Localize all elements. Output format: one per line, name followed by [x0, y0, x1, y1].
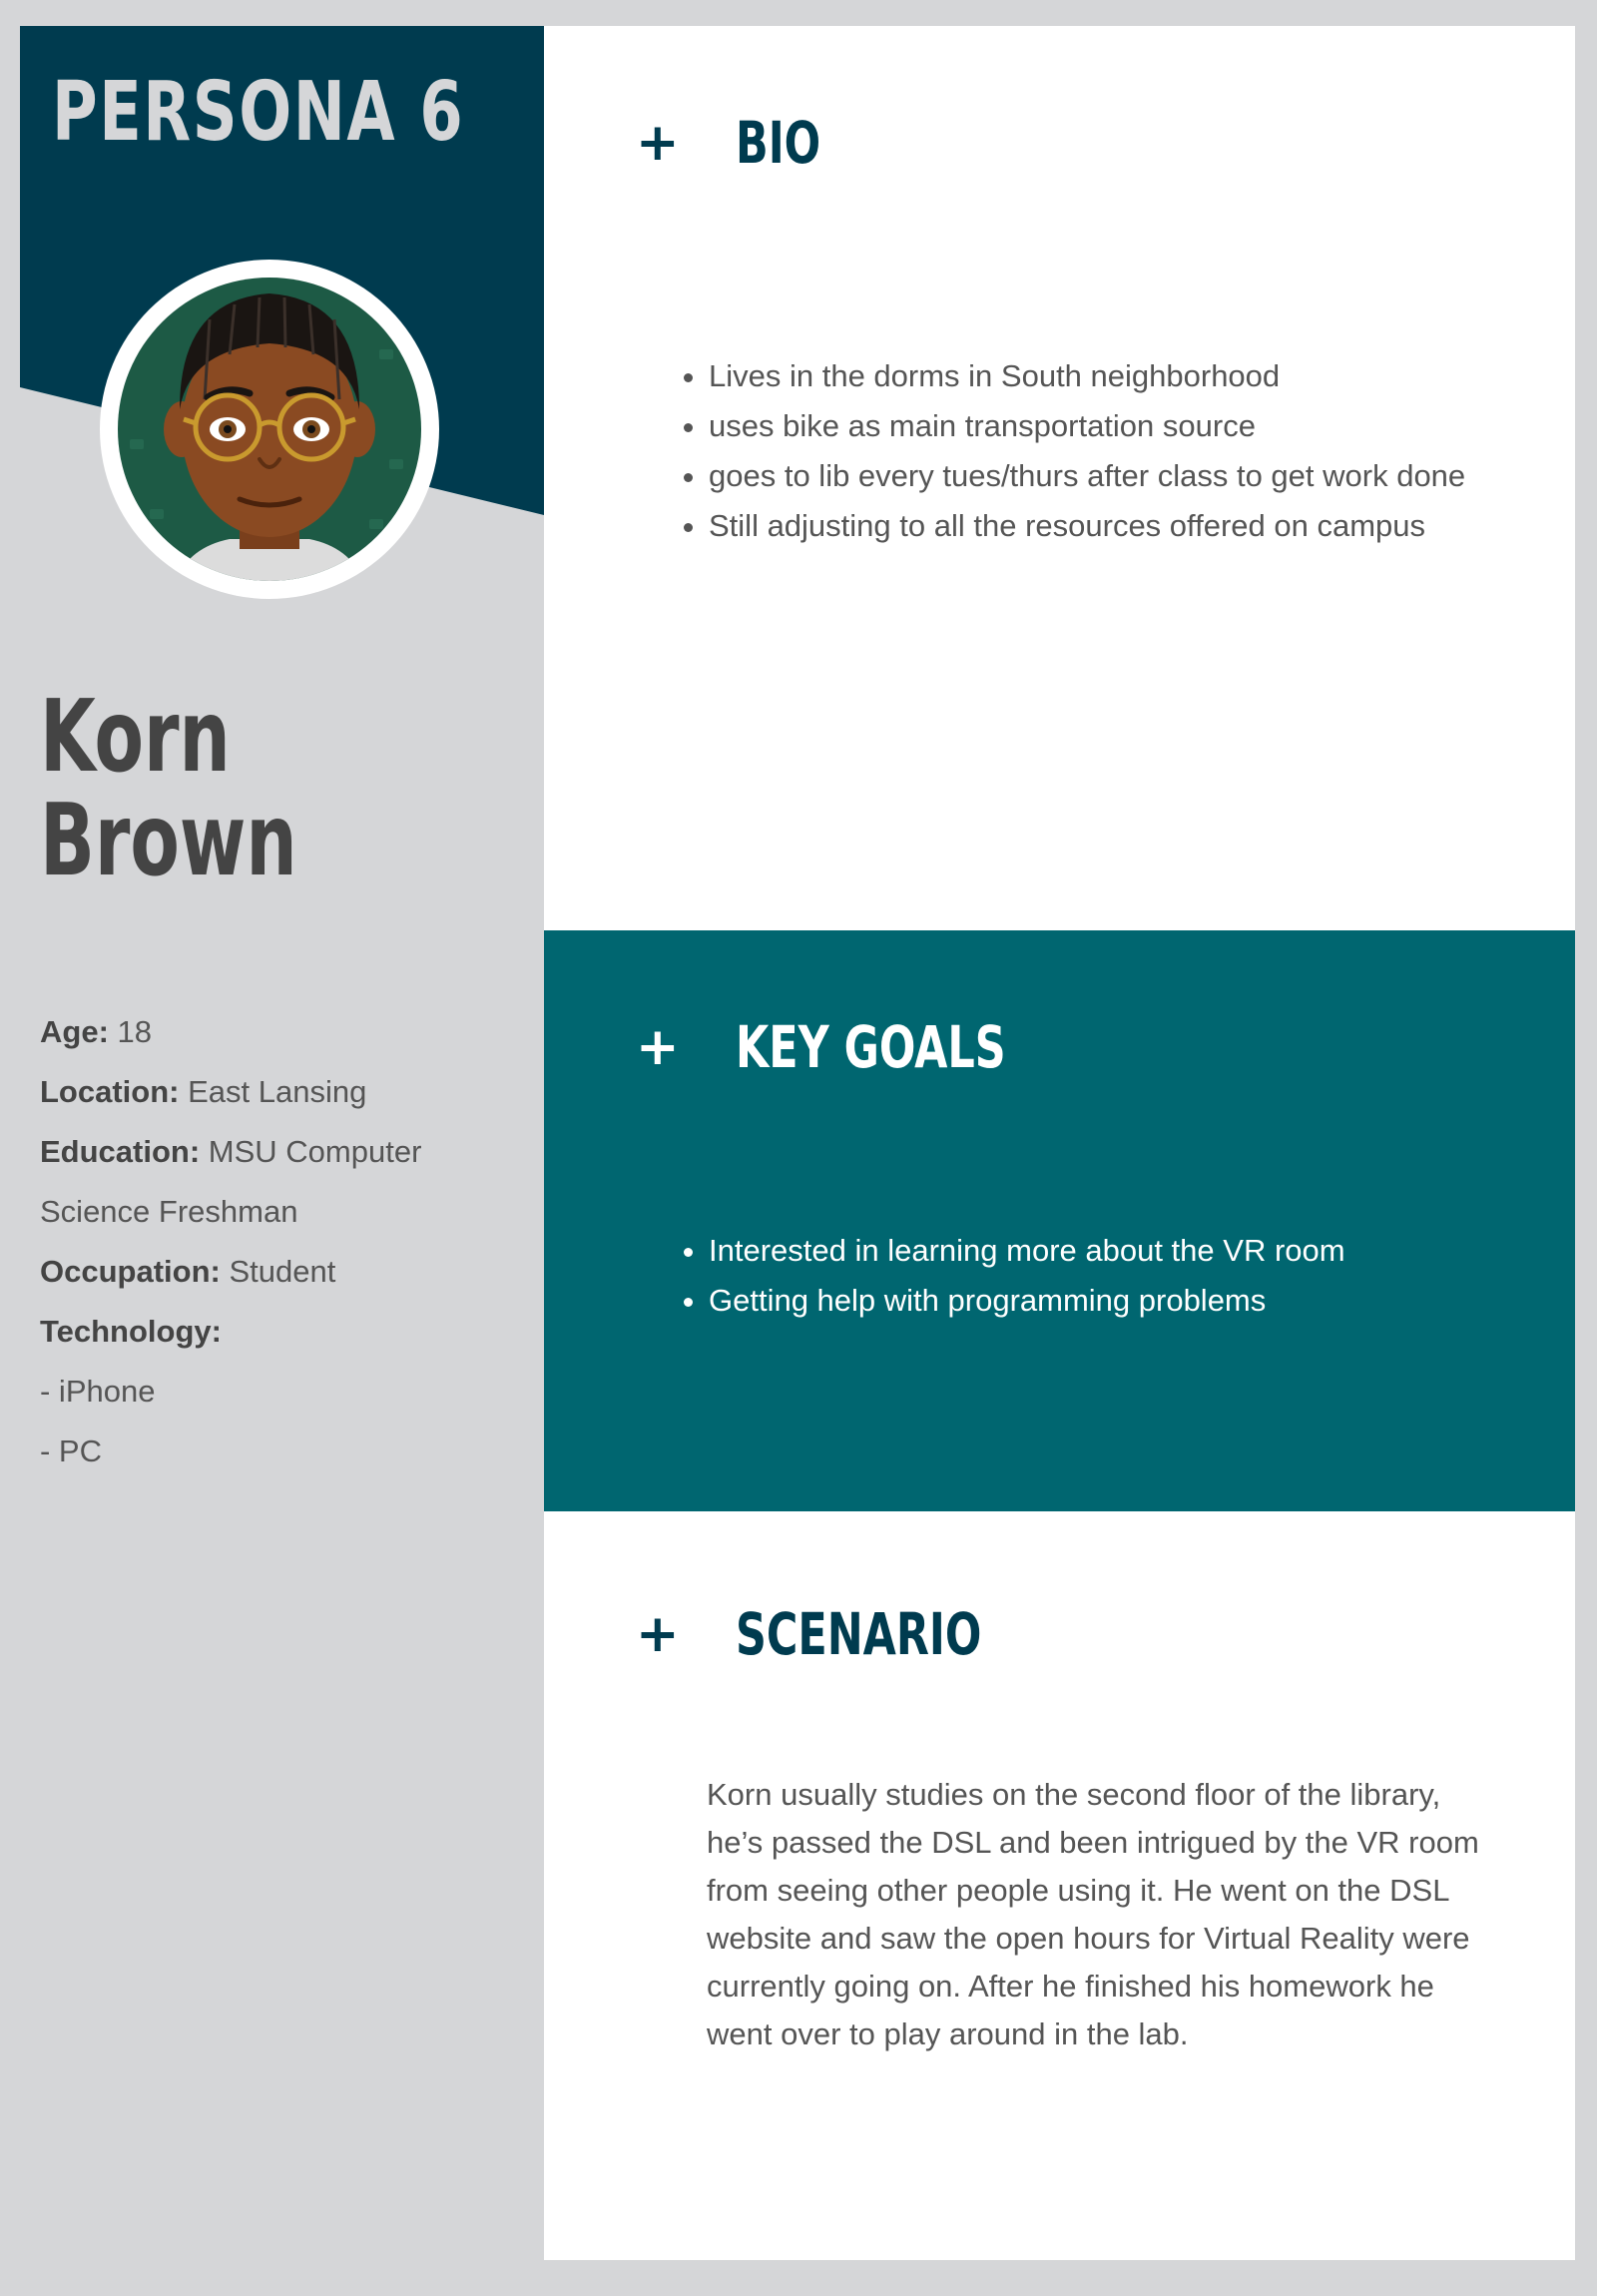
last-name: Brown [40, 782, 297, 898]
education-row-continued [40, 1182, 509, 1242]
occupation-value: Student [229, 1254, 336, 1289]
key-goals-header [636, 1013, 1101, 1081]
avatar-icon [100, 260, 439, 599]
technology-item: - iPhone [40, 1374, 156, 1409]
persona-sidebar [20, 26, 544, 2260]
key-goals-title: KEY GOALS [736, 1013, 1006, 1081]
first-name: Korn [40, 678, 231, 795]
list-item: • Lives in the dorms in South neighborhood [709, 351, 1467, 401]
education-row [40, 1122, 509, 1182]
scenario-title: SCENARIO [736, 1600, 982, 1668]
bio-header [636, 109, 850, 177]
scenario-section [544, 1511, 1575, 2260]
bio-section [544, 26, 1575, 930]
education-value-continued: Science Freshman [40, 1194, 298, 1229]
list-item: • Interested in learning more about the VR room [709, 1226, 1527, 1276]
age-label: Age: [40, 1014, 109, 1049]
technology-item: - PC [40, 1434, 102, 1468]
scenario-text: Korn usually studies on the second floor of the library, he’s passed the DSL and been intrigued by the VR room from seeing other people using it. He went on the DSL website and saw the open hours for Virtual Reality were currently going on. After he finished his homework he went over to play around in the lab. [707, 1777, 1479, 2051]
plus-icon: + [636, 113, 680, 173]
key-goals-section [544, 930, 1575, 1511]
plus-icon: + [636, 1604, 680, 1664]
list-item: • goes to lib every tues/thurs after class to get work done [709, 451, 1467, 501]
persona-details [40, 1002, 509, 1481]
technology-row [40, 1302, 509, 1362]
location-label: Location: [40, 1074, 180, 1109]
location-row [40, 1062, 509, 1122]
persona-label: PERSONA 6 [52, 65, 465, 160]
age-row [40, 1002, 509, 1062]
occupation-row [40, 1242, 509, 1302]
list-item: • uses bike as main transportation source [709, 401, 1467, 451]
persona-name [40, 678, 297, 898]
list-item: • Getting help with programming problems [709, 1276, 1527, 1326]
education-value: MSU Computer [208, 1134, 422, 1169]
occupation-label: Occupation: [40, 1254, 221, 1289]
bio-title: BIO [736, 109, 821, 177]
bio-list [669, 351, 1467, 551]
key-goals-list [669, 1226, 1527, 1326]
age-value: 18 [117, 1014, 152, 1049]
list-item: • Still adjusting to all the resources offered on campus [709, 501, 1467, 551]
plus-icon: + [636, 1017, 680, 1077]
education-label: Education: [40, 1134, 201, 1169]
scenario-header [636, 1600, 1068, 1668]
technology-label: Technology: [40, 1314, 222, 1349]
location-value: East Lansing [188, 1074, 367, 1109]
